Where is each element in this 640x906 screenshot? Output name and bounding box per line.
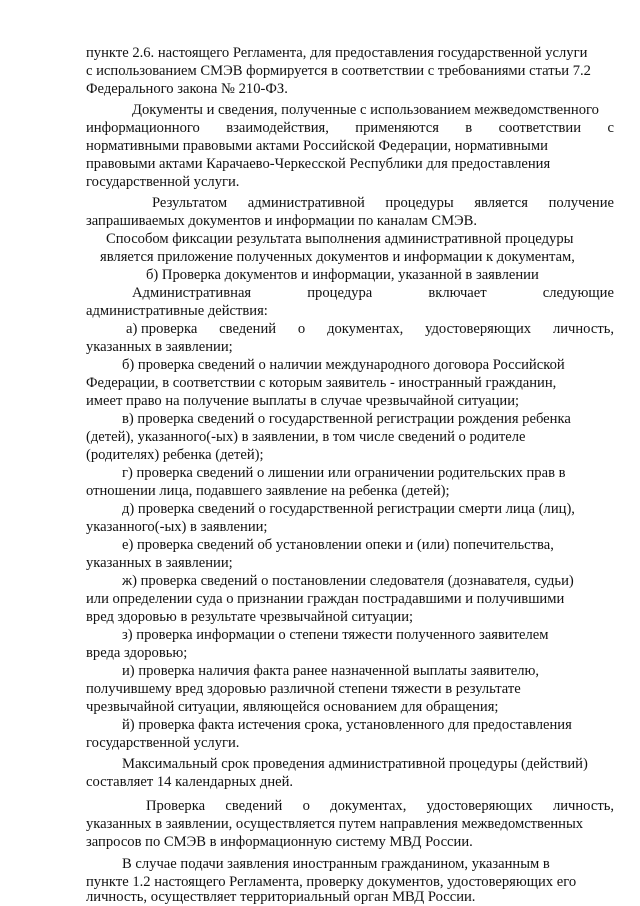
text-line: имеет право на получение выплаты в случае чрезвычайной ситуации;: [86, 393, 520, 409]
text-line: административные действия:: [86, 303, 268, 319]
text-line: правовыми актами Карачаево-Черкесской Республики для предоставления: [86, 156, 551, 172]
paragraph-first-line: В случае подачи заявления иностранным гражданином, указанным в: [122, 856, 550, 872]
text-line: государственной услуги.: [86, 735, 240, 751]
paragraph-first-line: Результатом административной процедуры является получение: [152, 195, 614, 211]
text-line: Федерального закона № 210-ФЗ.: [86, 81, 288, 97]
text-line: информационного взаимодействия, применяются в соответствии с: [86, 120, 614, 136]
list-item-zh: ж) проверка сведений о постановлении следователя (дознавателя, судьи): [122, 573, 574, 589]
text-line: является приложение полученных документов и информации к документам,: [100, 249, 575, 265]
paragraph-first-line: Документы и сведения, полученные с использованием межведомственного: [132, 102, 599, 118]
list-item-e: е) проверка сведений об установлении опеки и (или) попечительства,: [122, 537, 554, 553]
text-line: вреда здоровью;: [86, 645, 188, 661]
paragraph-first-line: Административная процедура включает следующие: [132, 285, 614, 301]
list-item-b: б) проверка сведений о наличии международного договора Российской: [122, 357, 565, 373]
list-item-d: д) проверка сведений о государственной регистрации смерти лица (лиц),: [122, 501, 575, 517]
text-line: запросов по СМЭВ в информационную систему МВД России.: [86, 834, 473, 850]
text-line: личность, осуществляет территориальный орган МВД России.: [86, 889, 476, 905]
text-line: составляет 14 календарных дней.: [86, 774, 294, 790]
list-item-j: й) проверка факта истечения срока, установленного для предоставления: [122, 717, 572, 733]
text-line: нормативными правовыми актами Российской Федерации, нормативными: [86, 138, 548, 154]
text-line: указанного(-ых) в заявлении;: [86, 519, 268, 535]
text-line: с использованием СМЭВ формируется в соответствии с требованиями статьи 7.2: [86, 63, 591, 79]
text-line: или определении суда о признании граждан пострадавшими и получившими: [86, 591, 565, 607]
text-line: чрезвычайной ситуации, являющейся основанием для обращения;: [86, 699, 499, 715]
text-line: указанных в заявлении;: [86, 339, 233, 355]
text-line: Федерации, в соответствии с которым заявитель - иностранный гражданин,: [86, 375, 557, 391]
text-line: вред здоровью в результате чрезвычайной ситуации;: [86, 609, 414, 625]
text-line: отношении лица, подавшего заявление на ребенка (детей);: [86, 483, 450, 499]
paragraph-first-line: Максимальный срок проведения административной процедуры (действий): [122, 756, 588, 772]
list-item-v: в) проверка сведений о государственной регистрации рождения ребенка: [122, 411, 571, 427]
list-item-i: и) проверка наличия факта ранее назначенной выплаты заявителю,: [122, 663, 540, 679]
text-line: пункте 1.2 настоящего Регламента, проверку документов, удостоверяющих его: [86, 874, 577, 890]
paragraph-first-line: Проверка сведений о документах, удостоверяющих личность,: [146, 798, 614, 814]
list-item-g: г) проверка сведений о лишении или ограничении родительских прав в: [122, 465, 566, 481]
text-line: указанных в заявлении;: [86, 555, 233, 571]
text-line: пункте 2.6. настоящего Регламента, для предоставления государственной услуги: [86, 45, 588, 61]
text-line: указанных в заявлении, осуществляется путем направления межведомственных: [86, 816, 584, 832]
list-item-a: а) проверка сведений о документах, удостоверяющих личность,: [126, 321, 614, 337]
text-line: (детей), указанного(-ых) в заявлении, в том числе сведений о родителе: [86, 429, 526, 445]
text-line: (родителях) ребенка (детей);: [86, 447, 264, 463]
list-item-z: з) проверка информации о степени тяжести полученного заявителем: [122, 627, 549, 643]
text-line: запрашиваемых документов и информации по каналам СМЭВ.: [86, 213, 478, 229]
paragraph-first-line: Способом фиксации результата выполнения административной процедуры: [106, 231, 574, 247]
text-line: государственной услуги.: [86, 174, 240, 190]
text-line: получившему вред здоровью различной степени тяжести в результате: [86, 681, 521, 697]
section-heading: б) Проверка документов и информации, указанной в заявлении: [146, 267, 539, 283]
